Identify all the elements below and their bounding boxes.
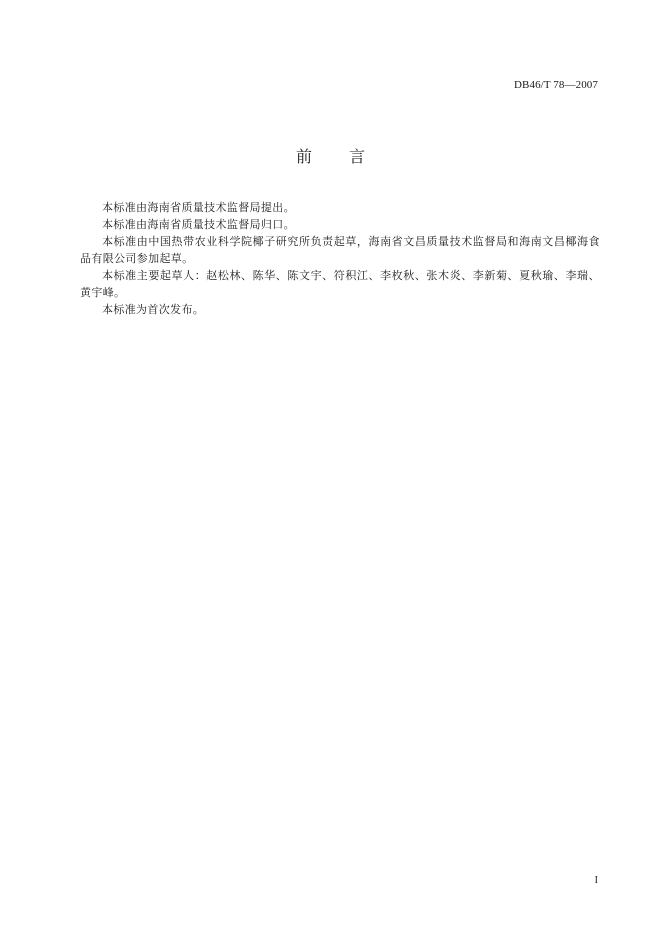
paragraph-drafting-org: 本标准由中国热带农业科学院椰子研究所负责起草，海南省文昌质量技术监督局和海南文昌椰海食品有限公司参加起草。 (80, 235, 600, 265)
title-char-2: 言 (349, 147, 367, 166)
paragraph-drafters: 本标准主要起草人：赵松林、陈华、陈文宇、符积江、李枚秋、张木炎、李新菊、夏秋瑜、李瑞、黄宇峰。 (80, 269, 600, 299)
page-title (0, 144, 662, 167)
paragraph-proposer: 本标准由海南省质量技术监督局提出。 (102, 201, 295, 214)
paragraph-first-release: 本标准为首次发布。 (102, 303, 205, 316)
standard-code-header: DB46/T 78—2007 (513, 79, 598, 91)
title-char-1: 前 (295, 147, 313, 166)
foreword-body (80, 199, 600, 318)
paragraph-administrator: 本标准由海南省质量技术监督局归口。 (102, 218, 295, 231)
page-number: I (594, 875, 598, 886)
